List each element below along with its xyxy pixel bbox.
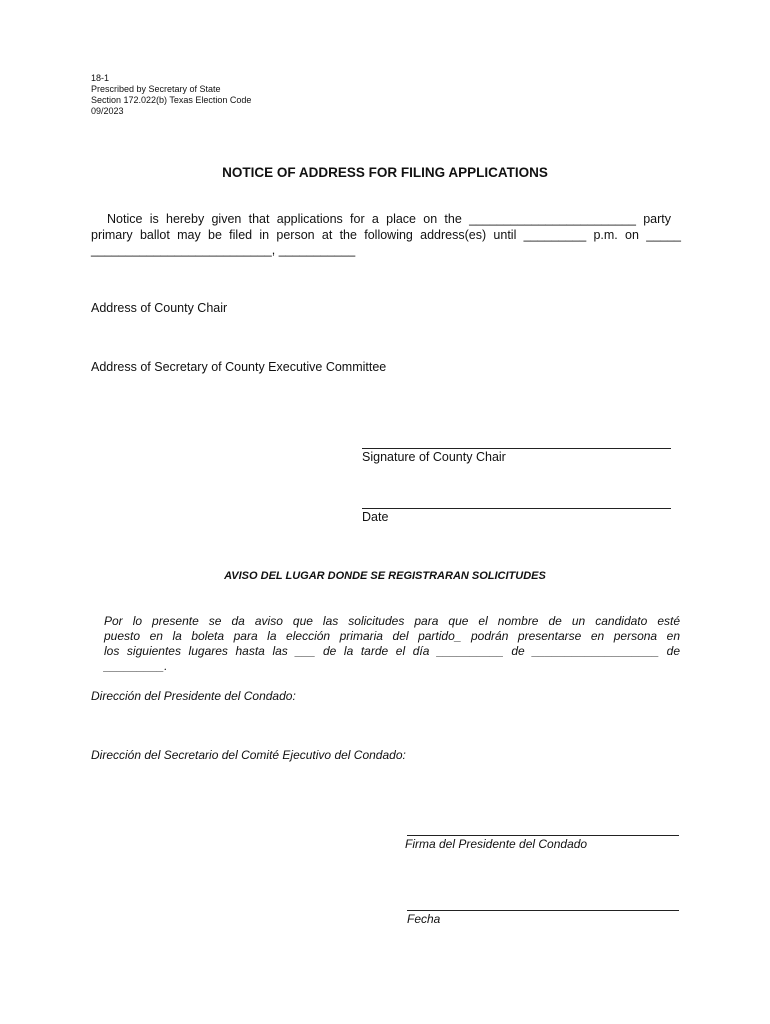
notice-line-2: primary ballot may be filed in person at the following address(es) until _________ p.m. on _____ bbox=[91, 228, 681, 242]
signature-line bbox=[362, 448, 671, 449]
notice-line-1: Notice is hereby given that applications for a place on the ________________________ party bbox=[107, 212, 671, 226]
code-section: Section 172.022(b) Texas Election Code bbox=[91, 95, 252, 105]
fecha-line bbox=[407, 910, 679, 911]
firma-label: Firma del Presidente del Condado bbox=[405, 837, 588, 851]
spanish-line-1: Por lo presente se da aviso que las solicitudes para que el nombre de un candidato esté bbox=[104, 614, 680, 628]
president-address-label: Dirección del Presidente del Condado: bbox=[91, 689, 296, 703]
spanish-line-3: los siguientes lugares hasta las ___ de la tarde el día __________ de ___________________ de bbox=[104, 644, 680, 658]
spanish-secretary-address-label: Dirección del Secretario del Comité Ejecutivo del Condado: bbox=[91, 748, 406, 762]
spanish-line-4: _________. bbox=[104, 659, 168, 673]
date-line bbox=[362, 508, 671, 509]
signature-label: Signature of County Chair bbox=[362, 450, 506, 464]
spanish-line-2: puesto en la boleta para la elección primaria del partido_ podrán presentarse en persona en bbox=[104, 629, 680, 643]
date-label: Date bbox=[362, 510, 389, 524]
notice-line-3: __________________________, ___________ bbox=[91, 243, 356, 257]
page-title: NOTICE OF ADDRESS FOR FILING APPLICATIONS bbox=[222, 165, 548, 180]
fecha-label: Fecha bbox=[407, 912, 441, 926]
secretary-address-label: Address of Secretary of County Executive Committee bbox=[91, 360, 387, 374]
county-chair-address-label: Address of County Chair bbox=[91, 301, 228, 315]
form-number: 18-1 bbox=[91, 73, 110, 83]
firma-line bbox=[407, 835, 679, 836]
form-date: 09/2023 bbox=[91, 106, 124, 116]
spanish-title: AVISO DEL LUGAR DONDE SE REGISTRARAN SOLICITUDES bbox=[224, 570, 546, 582]
prescribed-by: Prescribed by Secretary of State bbox=[91, 84, 221, 94]
